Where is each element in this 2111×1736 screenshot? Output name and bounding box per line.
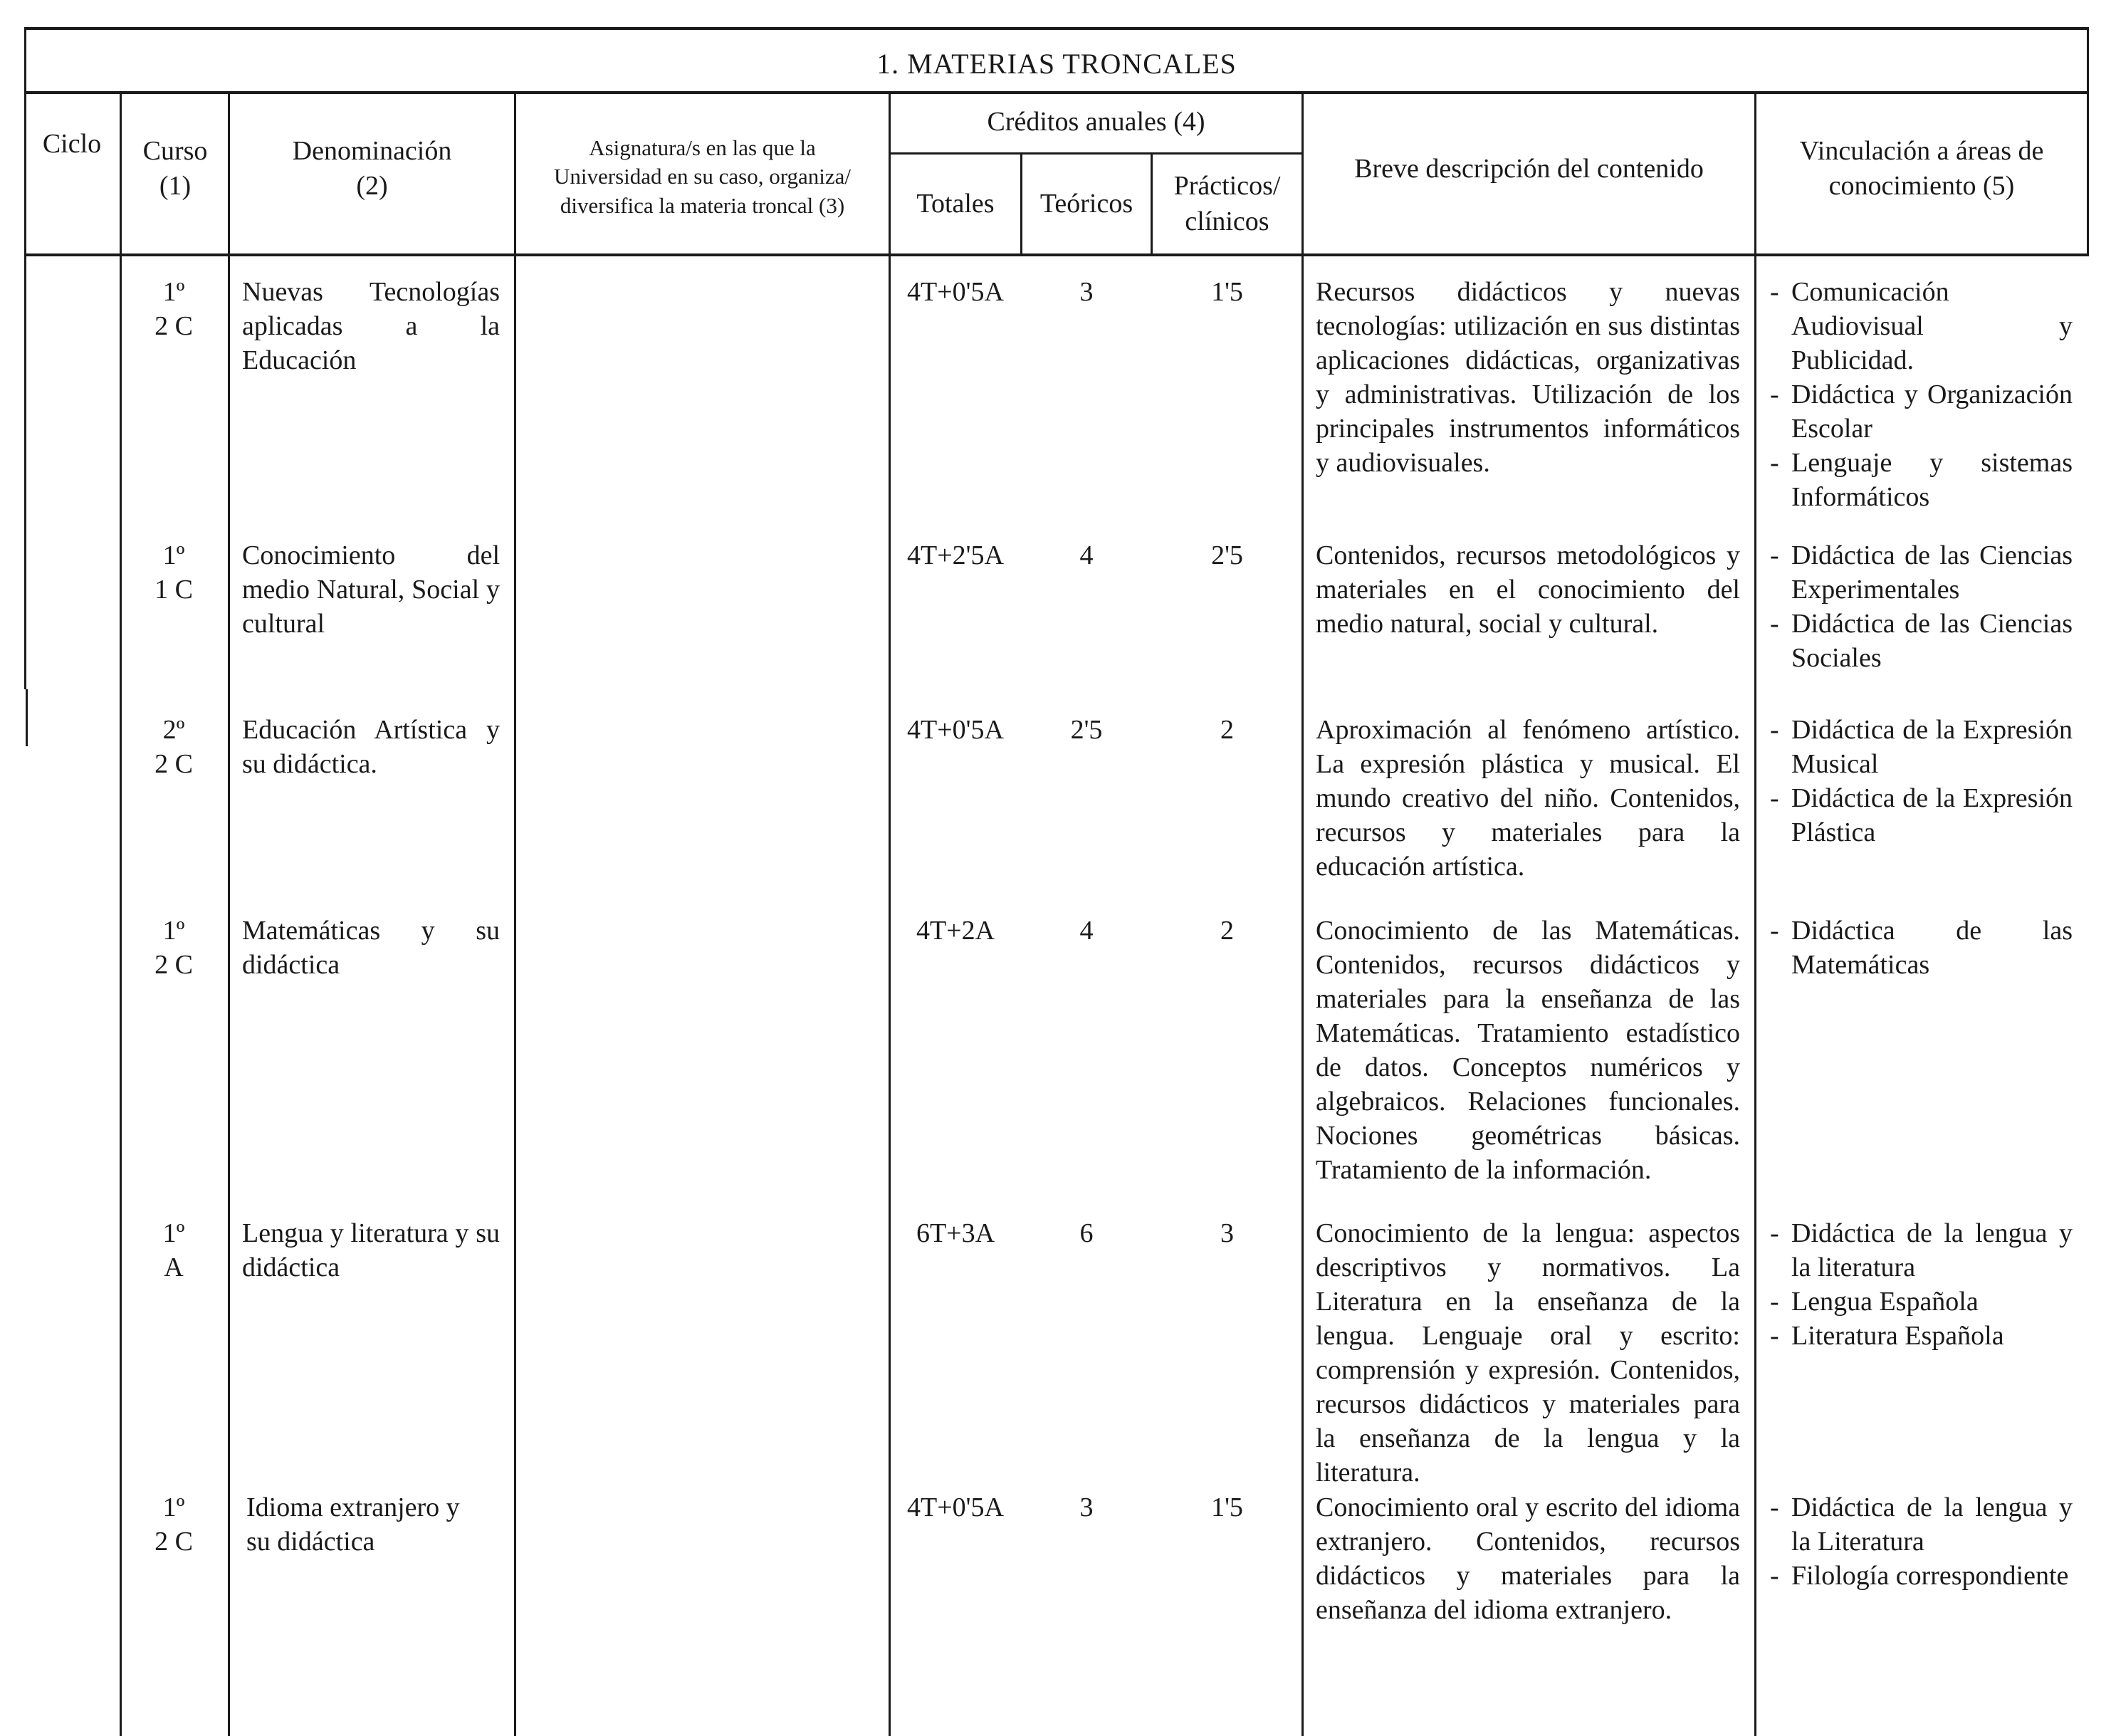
area-item: - Didáctica de las Matemáticas — [1770, 914, 2073, 982]
teoricos-cell: 2'5 — [1070, 715, 1103, 745]
area-item: - Didáctica de las Ciencias Sociales — [1770, 607, 2073, 675]
denominacion-cell: Nuevas Tecnologías aplicadas a la Educación — [242, 277, 500, 375]
materias-troncales-table — [24, 27, 2089, 1736]
col-divider-asignaturas — [514, 91, 516, 1736]
area-item: - Filología correspondiente — [1770, 1559, 2073, 1593]
denominacion-cell: Conocimiento del medio Natural, Social y cultural — [242, 540, 500, 639]
header-practicos: Prácticos/ clínicos — [1173, 171, 1281, 236]
area-item: - Didáctica de la lengua y la Literatura — [1770, 1490, 2073, 1559]
areas-list — [1770, 1216, 2073, 1353]
denominacion-cell: Lengua y literatura y su didáctica — [242, 1218, 500, 1282]
totales-cell: 4T+2A — [916, 916, 995, 946]
curso-cell: 2º 2 C — [154, 715, 193, 779]
areas-list — [1770, 538, 2073, 675]
teoricos-cell: 3 — [1079, 1492, 1094, 1522]
descripcion-cell: Contenidos, recursos metodológicos y materiales en el conocimiento del medio natural, social y cultural. — [1316, 540, 1740, 639]
descripcion-cell: Recursos didácticos y nuevas tecnologías: utilización en sus distintas aplicaciones didácticas, organizativas y administrativas. Utilización de los principales instrumentos informáticos y audiovisuales. — [1316, 277, 1740, 478]
teoricos-cell: 3 — [1079, 277, 1094, 307]
teoricos-cell: 4 — [1079, 916, 1094, 946]
area-item: - Literatura Española — [1770, 1319, 2073, 1353]
denominacion-cell: Idioma extranjero y su didáctica — [246, 1492, 460, 1557]
descripcion-cell: Conocimiento de la lengua: aspectos descriptivos y normativos. La Literatura en la enseñanza de la lengua. Lenguaje oral y escrito: comprensión y expresión. Contenidos, recursos didácticos y materiales para la enseñanza de la lengua y la literatura. — [1316, 1218, 1740, 1487]
header-totales: Totales — [916, 188, 995, 219]
curso-cell: 1º A — [162, 1218, 185, 1282]
table-top-border — [24, 27, 2089, 30]
header-teoricos: Teóricos — [1039, 188, 1133, 219]
area-item: - Didáctica y Organización Escolar — [1770, 377, 2073, 446]
header-denominacion: Denominación (2) — [292, 136, 452, 202]
curso-cell: 1º 2 C — [154, 916, 193, 980]
areas-list — [1770, 275, 2073, 514]
area-item: - Lenguaje y sistemas Informáticos — [1770, 446, 2073, 514]
area-item: - Didáctica de la Expresión Musical — [1770, 713, 2073, 781]
header-ciclo: Ciclo — [42, 129, 102, 159]
totales-cell: 4T+0'5A — [907, 715, 1004, 745]
area-item: - Didáctica de la lengua y la literatura — [1770, 1216, 2073, 1285]
curso-cell: 1º 1 C — [154, 540, 193, 605]
practicos-cell: 2 — [1220, 715, 1234, 745]
col-divider-denominacion — [228, 91, 230, 1736]
left-border-lower — [26, 689, 28, 746]
col-divider-vinculacion — [1754, 91, 1756, 1736]
curso-cell: 1º 2 C — [154, 277, 193, 341]
denominacion-cell: Matemáticas y su didáctica — [242, 916, 500, 980]
header-curso: Curso (1) — [142, 136, 208, 202]
practicos-cell: 1'5 — [1211, 277, 1243, 307]
totales-cell: 4T+2'5A — [907, 540, 1004, 570]
descripcion-cell: Aproximación al fenómeno artístico. La expresión plástica y musical. El mundo creativo del niño. Contenidos, recursos y materiales para la educación artística. — [1316, 715, 1740, 882]
area-item: - Lengua Española — [1770, 1285, 2073, 1319]
area-item: - Comunicación Audiovisual y Publicidad. — [1770, 275, 2073, 377]
teoricos-cell: 4 — [1079, 540, 1094, 570]
areas-list — [1770, 713, 2073, 849]
header-bottom-border — [24, 253, 2089, 256]
table-title: 1. MATERIAS TRONCALES — [876, 48, 1237, 80]
totales-cell: 6T+3A — [916, 1218, 995, 1248]
curso-cell: 1º 2 C — [154, 1492, 193, 1557]
totales-cell: 4T+0'5A — [907, 277, 1004, 307]
header-creditos: Créditos anuales (4) — [987, 107, 1205, 137]
practicos-cell: 3 — [1220, 1218, 1234, 1248]
header-vinculacion: Vinculación a áreas de conocimiento (5) — [1799, 136, 2044, 202]
denominacion-cell: Educación Artística y su didáctica. — [242, 715, 500, 779]
practicos-cell: 2'5 — [1211, 540, 1243, 570]
col-divider-curso — [120, 91, 122, 1736]
practicos-cell: 2 — [1220, 916, 1234, 946]
header-descripcion: Breve descripción del contenido — [1354, 154, 1704, 184]
descripcion-cell: Conocimiento oral y escrito del idioma extranjero. Contenidos, recursos didácticos y materiales para la enseñanza del idioma extranjero. — [1316, 1492, 1740, 1625]
teoricos-cell: 6 — [1079, 1218, 1094, 1248]
col-divider-descripcion — [1301, 91, 1304, 1736]
practicos-cell: 1'5 — [1211, 1492, 1243, 1522]
areas-list — [1770, 914, 2073, 982]
header-asignaturas: Asignatura/s en las que la Universidad en su caso, organiza/ diversifica la materia troncal (3) — [554, 135, 851, 218]
area-item: - Didáctica de la Expresión Plástica — [1770, 781, 2073, 849]
area-item: - Didáctica de las Ciencias Experimentales — [1770, 538, 2073, 607]
totales-cell: 4T+0'5A — [907, 1492, 1004, 1522]
descripcion-cell: Conocimiento de las Matemáticas. Contenidos, recursos didácticos y materiales para la enseñanza de las Matemáticas. Tratamiento estadístico de datos. Conceptos numéricos y algebraicos. Relaciones funcionales. Nociones geométricas básicas. Tratamiento de la información. — [1316, 916, 1740, 1185]
areas-list — [1770, 1490, 2073, 1593]
